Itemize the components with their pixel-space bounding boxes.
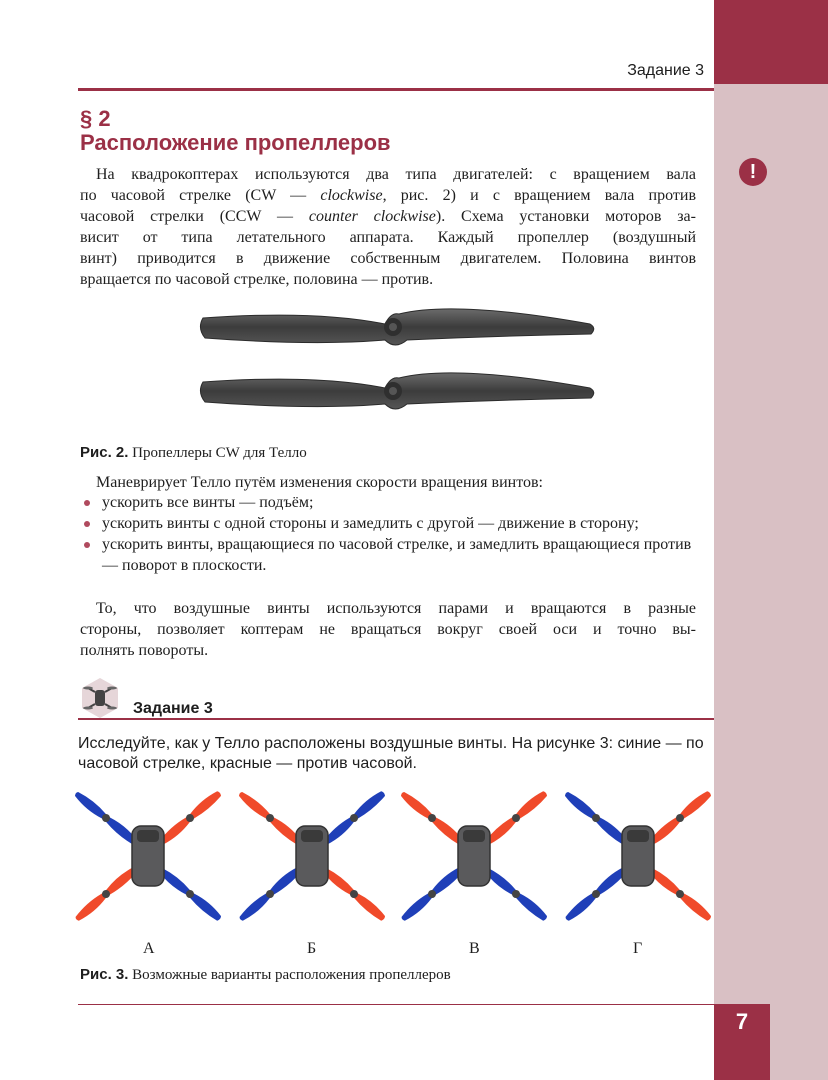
variant-label: Г: [633, 940, 643, 957]
text-line: На квадрокоптерах используются два типа двигателей: с вращением вала: [96, 166, 696, 183]
text-line: То, что воздушные винты используются парами и вращаются в разные: [96, 600, 696, 617]
propeller-top-right-red: [647, 789, 713, 847]
page-number: 7: [735, 1009, 749, 1034]
running-header: Задание 3: [627, 62, 704, 79]
text-line: полнять повороты.: [80, 642, 209, 659]
list-item: ускорить винты с одной стороны и замедлить с другой — движение в сторону;: [80, 513, 696, 534]
variant-label: А: [143, 940, 155, 957]
page-margin-band: [714, 0, 828, 1080]
text-line: стороны, позволяет коптерам не вращаться вокруг своей оси и точно вы-: [80, 621, 696, 638]
propeller-top-left-blue: [563, 789, 629, 847]
drone-variant-А: [68, 781, 228, 931]
propellers-figure: [195, 300, 600, 418]
maneuver-intro: Маневрирует Телло путём изменения скорости вращения винтов:: [96, 474, 543, 491]
propeller-bottom-left-blue: [399, 865, 465, 923]
text-line: вращается по часовой стрелке, половина — против.: [80, 271, 434, 288]
intro-paragraph: [80, 164, 696, 290]
figure-3-caption: Рис. 3. Возможные варианты расположения пропеллеров: [80, 966, 451, 983]
footer-rule: [78, 1004, 714, 1005]
figure-2-caption: Рис. 2. Пропеллеры CW для Телло: [80, 444, 307, 461]
propeller-bottom-left-blue: [563, 865, 629, 923]
propeller-bottom-right-blue: [157, 865, 223, 923]
propeller-top-right-red: [157, 789, 223, 847]
drone-icon: [80, 678, 120, 718]
drone-variant-В: [394, 781, 554, 931]
text-line: часовой стрелки (CCW — counter clockwise). Схема установки моторов за-: [80, 208, 696, 225]
propeller-bottom-right-red: [647, 865, 713, 923]
drone-camera: [137, 830, 159, 842]
drone-variant-Г: [558, 781, 718, 931]
text-line: по часовой стрелке (CW — clockwise, рис. 2) и с вращением вала против: [80, 187, 697, 204]
drone-camera: [301, 830, 323, 842]
maneuver-list: [80, 492, 696, 576]
list-item: ускорить все винты — подъём;: [80, 492, 696, 513]
drone-camera: [627, 830, 649, 842]
section-title: Расположение пропеллеров: [80, 130, 391, 155]
propeller-bottom: [200, 373, 593, 409]
header-tab: [714, 0, 828, 84]
propeller-bottom-left-red: [73, 865, 139, 923]
task-title: Задание 3: [133, 700, 213, 717]
task-rule: [78, 718, 714, 720]
propeller-top-left-red: [399, 789, 465, 847]
header-rule: [78, 88, 714, 91]
figure-label: Рис. 3.: [80, 966, 129, 983]
exclamation-icon: !: [739, 158, 767, 186]
drone-camera: [463, 830, 485, 842]
task-text: Исследуйте, как у Телло расположены воздушные винты. На рисунке 3: синие — по часовой стрелке, красные — против часовой.: [78, 735, 704, 772]
closing-paragraph: [80, 598, 696, 661]
figure-label: Рис. 2.: [80, 444, 129, 461]
propeller-bottom-left-blue: [237, 865, 303, 923]
propeller-top-right-blue: [321, 789, 387, 847]
propeller-top-left-red: [237, 789, 303, 847]
drone-variant-Б: [232, 781, 392, 931]
propeller-top: [200, 309, 593, 345]
variant-label: В: [469, 940, 480, 957]
propeller-bottom-right-red: [321, 865, 387, 923]
text-line: висит от типа летательного аппарата. Каждый пропеллер (воздушный: [80, 229, 696, 246]
text-line: винт) приводится в движение собственным двигателем. Половина винтов: [80, 250, 696, 267]
variant-label: Б: [307, 940, 317, 957]
propeller-top-left-blue: [73, 789, 139, 847]
propeller-bottom-right-blue: [483, 865, 549, 923]
list-item: ускорить винты, вращающиеся по часовой стрелке, и замедлить вращающиеся против — поворот в плоскости.: [80, 534, 696, 576]
propeller-top-right-red: [483, 789, 549, 847]
section-number: § 2: [80, 106, 111, 131]
